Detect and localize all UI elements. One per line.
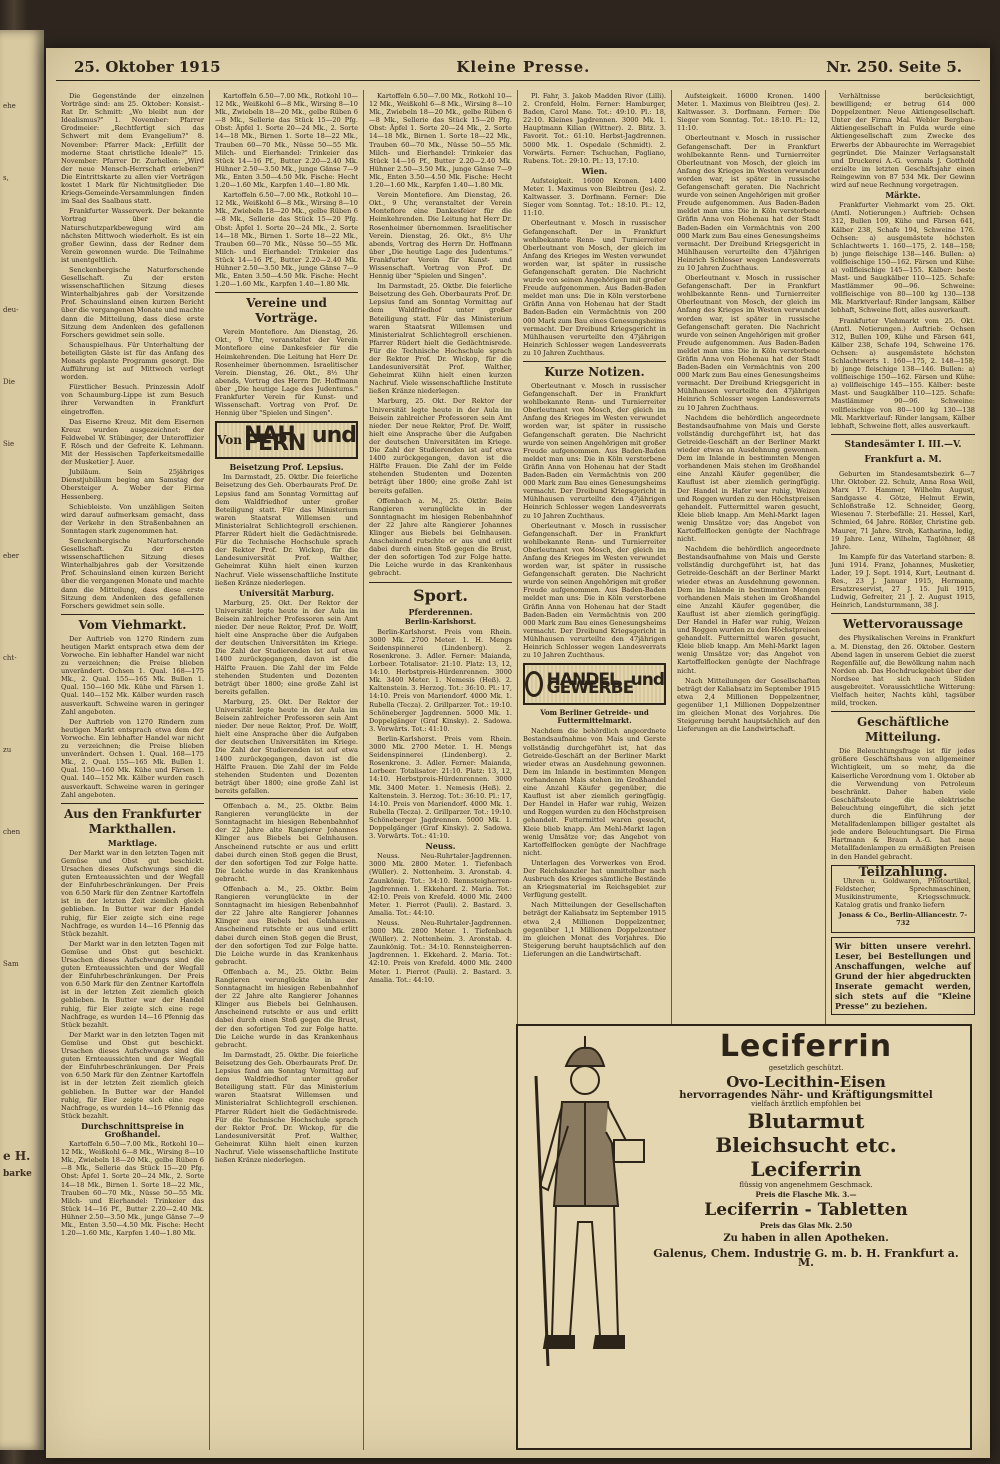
article-paragraph: Senckenbergische Naturforschende Gesellschaft. Zu der ersten wissenschaftlichen Sitzung dieses Winterhalbjahres gab der Vorsitzende Prof. Schauinsland einen kurzen Bericht über die vergangenen Monate und machte dann die Mitteilung, dass diese erste Sitzung dem Andenken des gefallenen Forschers gewidmet sein solle. [61,265,204,339]
article-paragraph: Frankfurter Wasserwerk. Der bekannte Vortrag über die Naturschutzparkbewegung wird am nächsten Mittwoch wiederholt. Es ist ein großer Gewinn, dass der Redner dem Verein gewonnen wurde. Die Teilnahme ist unentgeltlich. [61,207,204,264]
prev-fragment: deu- [3,306,19,314]
article-paragraph: Offenbach a. M., 25. Oktbr. Beim Rangieren verunglückte in der Sonntagnacht im hiesigen Rebenbahnhof der 22 Jahre alte Rangierer Johannes Klinger aus Biebels bei Gelnhausen. Anscheinend rutschte er aus und erlitt dabei durch einen Stoß gegen die Brust, der den sofortigen Tod zur Folge hatte. Die Leiche wurde in das Krankenhaus gebracht. [369,496,512,578]
ad-name-2: Leciferrin [750,1157,862,1181]
subheading-berlin: Berlin-Karlshorst. [404,616,477,626]
prev-fragment: Sam [3,960,19,968]
soldier-illustration-icon [526,1036,646,1376]
teilzahlung-title: Teilzahlung. [858,864,948,880]
article-paragraph: Offenbach a. M., 25. Oktbr. Beim Rangieren verunglückte in der Sonntagnacht im hiesigen Rebenbahnhof der 22 Jahre alte Rangierer Johannes Klinger aus Biebels bei Gelnhausen. Anscheinend rutschte er aus und erlitt dabei durch einen Stoß gegen die Brust, der den sofortigen Tod zur Folge hatte. Die Leiche wurde in das Krankenhaus gebracht. [215,967,358,1049]
newspaper-page [46,48,990,1458]
subheading-neuss: Neuss. [425,841,456,852]
article-paragraph: Nachdem die behördlich angeordnete Bestandsaufnahme von Mais und Gerste vollständig durchgeführt ist, hat das Getreide-Geschäft an der Berliner Markt wieder etwas an Ausdehnung gewonnen. Dem im Inlande in bestimmten Mengen vorhandenen Mais stehen im Großhandel eine Anzahl Käufer gegenüber, die Kauflust ist aber ziemlich geringfügig. Der Handel in Hafer war ruhig, Weizen und Roggen wurden zu den Höchstpreisen gehandelt. Futtermittel waren gesucht, Kleie blieb knapp. Am Mehl-Markt lagen wenig Umsätze vor; das Angebot von Kartoffelflocken genügte der Nachfrage nicht. [523,727,666,857]
prev-fragment: s, [3,174,9,182]
header-date: 25. Oktober 1915 [74,58,221,76]
subheading-wien: Wien. [581,165,608,176]
subheading-pferderennen: Pferderennen. [408,606,473,617]
banner-title: HANDEL und GEWERBE [546,670,664,699]
ad-desc: hervorragendes Nähr- und Kräftigungsmittel [679,1090,933,1101]
article-paragraph: Schiebleiste. Von unzähligen Seiten wird darauf aufmerksam gemacht, dass der Verkehr in den Straßenbahnen an Sonntagen stark zugenommen hat. [61,502,204,535]
gear-icon [525,671,543,697]
article-paragraph: Neuss. Neu-Ruhrtaler-Jagdrennen. 3000 Mk. 2800 Meter. 1. Tiefenbach (Wüller). 2. Nottenheim. 3. Aronstab. 4. Zaunkönig. Tot.: 34:10. Rennsteigherren-Jagdrennen. 1. Ekkehard. 2. Maria. Tot.: 42:10. Preis von Krefeld. 4000 Mk. 2400 Meter. 1. Pierrot (Pauli). 2. Bastard. 3. Amalia. Tot.: 44:10. [369,919,512,984]
article-paragraph: Marburg, 25. Okt. Der Rektor der Universität legte heute in der Aula im Beisein zahlreicher Professoren sein Amt nieder. Der neue Rektor, Prof. Dr. Wolff, hielt eine Ansprache über die Aufgaben der deutschen Universitäten im Kriege. Die Zahl der Studierenden ist auf etwa 1400 zurückgegangen, davon ist die Hälfte Frauen. Die Zahl der im Felde stehenden Studenten und Dozenten beträgt über 1800; eine große Zahl ist bereits gefallen. [369,397,512,495]
ad-title: Leciferrin [719,1029,893,1064]
article-paragraph: Im Darmstadt, 25. Oktbr. Die feierliche Beisetzung des Geh. Oberbaurats Prof. Dr. Lepsius fand am Sonntag Vormittag auf dem Waldfriedhof unter großer Beteiligung statt. Für das Ministerium waren Staatsrat Willemsen und Ministerialrat Schlichtegroll erschienen. Pfarrer Rüdert hielt die Gedächtnisrede. Für die Technische Hochschule sprach der Rektor Prof. Dr. Wickop, für die Landesuniversität Prof. Walther, Geheimrat Kühn hielt einen kurzen Nachruf. Viele wissenschaftliche Institute ließen Kränze niederlegen. [215,473,358,587]
subheading-marktlage: Marktlage. [107,837,158,848]
article-paragraph: Unterlagen des Vorwerkes von Erod. Der Reichskanzler hat unmittelbar nach Ausbruch des Krieges sämtliche Bestände an Kriegsmaterial im Reichsgebiet zur Verfügung gestellt. [523,858,666,900]
ad-desc-2: vielfach ärztlich empfohlen bei [751,1100,861,1108]
divider [215,798,358,799]
section-heading-kurze-notizen: Kurze Notizen. [523,361,666,380]
article-paragraph: Marburg, 25. Okt. Der Rektor der Universität legte heute in der Aula im Beisein zahlreicher Professoren sein Amt nieder. Der neue Rektor, Prof. Dr. Wolff, hielt eine Ansprache über die Aufgaben der deutschen Universitäten im Kriege. Die Zahl der Studierenden ist auf etwa 1400 zurückgegangen, davon ist die Hälfte Frauen. Die Zahl der im Felde stehenden Studenten und Dozenten beträgt über 1800; eine große Zahl ist bereits gefallen. [215,697,358,795]
prev-fragment: Sie [3,440,15,448]
ad-maker: Galenus, Chem. Industrie G. m. b. H. Frankfurt a. M. [653,1247,959,1269]
section-heading-geschaeft: Geschäftliche Mitteilung. [831,711,975,745]
article-paragraph: Verhältnisse berücksichtigt, bewilligend; er betrug 614 000 Doppelzentner. Neue Aktiengesellschaft. Unter der Firma Mal. Webler Bergbau-Aktiengesellschaft in Fulda wurde eine Aktiengesellschaft zum Zwecke des Erwerbs der Abbaurechte im Werragebiet gegründet. Die Mainzer Verlagsanstalt und Druckerei A.-G. vormals J. Gotthold erzielte im letzten Geschäftsjahr einen Reingewinn von 87 534 Mk. Der Gewinn wird auf neue Rechnung vorgetragen. [831,92,975,190]
article-paragraph: Kartoffeln 6.50—7.00 Mk., Rotkohl 10—12 Mk., Weißkohl 6—8 Mk., Wirsing 8—10 Mk., Zwiebeln 18—20 Mk., gelbe Rüben 6—8 Mk., Sellerie das Stück 15—20 Pfg. Obst: Äpfel 1. Sorte 20—24 Mk., 2. Sorte 14—18 Mk., Birnen 1. Sorte 18—22 Mk., Trauben 60—70 Mk., Nüsse 50—55 Mk. Milch- und Eierhandel: Trinkeier das Stück 14—16 Pf., Butter 2.20—2.40 Mk. Hühner 2.50—3.50 Mk., junge Gänse 7—9 Mk., Enten 3.50—4.50 Mk. Fische: Hecht 1.20—1.60 Mk., Karpfen 1.40—1.80 Mk. [215,191,358,289]
article-paragraph: Oberleutnant v. Mosch in russischer Gefangenschaft. Der in Frankfurt wohlbekannte Renn- und Turnierreiter Oberleutnant von Mosch, der gleich im Anfang des Krieges im Westen verwundet worden war, ist später in russische Gefangenschaft geraten. Die Nachricht wurde von seinen Angehörigen mit großer Freude aufgenommen. Aus Baden-Baden meldet man uns: Die in Köln verstorbene Gräfin Anna von Hohenau hat der Stadt Baden-Baden ein Vermächtnis von 200 000 Mark zum Bau eines Genesungsheims vermacht. Der Dreibund Kriegsgericht in Mühlhausen verurteilte den 47jährigen Heinrich Schlosser wegen Landesverrats zu 10 Jahren Zuchthaus. [523,521,666,660]
article-paragraph: Marburg, 25. Okt. Der Rektor der Universität legte heute in der Aula im Beisein zahlreicher Professoren sein Amt nieder. Der neue Rektor, Prof. Dr. Wolff, hielt eine Ansprache über die Aufgaben der deutschen Universitäten im Kriege. Die Zahl der Studierenden ist auf etwa 1400 zurückgegangen, davon ist die Hälfte Frauen. Die Zahl der im Felde stehenden Studenten und Dozenten beträgt über 1800; eine große Zahl ist bereits gefallen. [215,598,358,696]
ad-disease-2: Bleichsucht etc. [715,1133,897,1157]
leciferrin-advertisement [516,1024,972,1450]
article-paragraph: Aufsteigkeit. 16000 Kronen. 1400 Meter. 1. Maximus von Bleibtreu (Jes). 2. Kaltwasser. 3. Dorfmann. Ferner: Die Sieger vom Sonntag. Tot.: 18:10. Pl.: 12, 11:10. [677,92,820,133]
article-paragraph: Nach Mitteilungen der Gesellschaften beträgt der Kaliabsatz im September 1915 etwa 2,4 Millionen Doppelzentner, gegenüber 1,1 Millionen Doppelzentner im gleichen Monat des Vorjahres. Die Steigerung beruht hauptsächlich auf den Lieferungen an die Landwirtschaft. [677,676,821,734]
article-paragraph: Der Auftrieb von 1270 Rindern zum heutigen Markt entsprach etwa dem der Vorwoche. Ein lebhafter Handel war nicht zu verzeichnen; die Preise blieben unverändert. Ochsen 1. Qual. 168—175 Mk., 2. Qual. 155—165 Mk. Bullen 1. Qual. 150—160 Mk. Kühe und Färsen 1. Qual. 140—152 Mk. Kälber wurden rasch ausverkauft. Schweine waren in geringer Zahl angeboten. [61,717,204,799]
prev-fragment: zu [3,746,12,754]
prev-fragment: Die [3,378,15,386]
article-paragraph: Der Markt war in den letzten Tagen mit Gemüse und Obst gut beschickt. Ursachen dieses Aufschwungs sind die guten Ernteaussichten und der Wegfall der Einfuhrbeschränkungen. Der Preis von 6.50 Mark für den Zentner Kartoffeln ist in der letzten Zeit ziemlich gleich geblieben. In Butter war der Handel ruhig, für Eier zeigte sich eine rege Nachfrage, es wurden 14—16 Pfennig das Stück bezahlt. [61,939,204,1029]
article-paragraph: Der Markt war in den letzten Tagen mit Gemüse und Obst gut beschickt. Ursachen dieses Aufschwungs sind die guten Ernteaussichten und der Wegfall der Einfuhrbeschränkungen. Der Preis von 6.50 Mark für den Zentner Kartoffeln ist in der letzten Zeit ziemlich gleich geblieben. In Butter war der Handel ruhig, für Eier zeigte sich eine rege Nachfrage, es wurden 14—16 Pfennig das Stück bezahlt. [61,848,204,938]
section-heading-vereine: Vereine und Vorträge. [215,292,358,326]
column-3 [364,90,518,1450]
article-paragraph: Berlin-Karlshorst. Preis vom Rhein. 3000 Mk. 2700 Meter. 1. H. Mengs Seidenspinnerei (Lindenberg). 2. Rosenkrone. 3. Adler. Ferner: Maianda, Lorbeer. Totalisator: 21:10. Platz: 13, 12, 14:10. Herbstpreis-Hürdenrennen. 3000 Mk. 3400 Meter. 1. Nemesis (Heß). 2. Kaltenstein. 3. Herzog. Tot.: 36:10. Pl.: 17, 14:10. Preis von Mariendorf. 4000 Mk. 1. Rubella (Tecza). 2. Grillparzer. Tot.: 19:10. Schöneberger Jagdrennen. 5000 Mk. 1. Doppelgänger (Graf Kinsky). 2. Sadowa. 3. Vorwärts. Tot.: 41:10. [369,627,512,733]
article-paragraph: Geburten im Standesamtsbezirk 6—7 Uhr. Oktober. 22. Schulz, Anna Rosa Weil, Marx 17. Hammer, Wilhelm August, Sandgasse 4. Götze, Helmut Erwin, Schloßstraße 12. Schneider, Georg, Wiesenau 7. Sterbefälle: 21. Hessel, Karl, Schmied, 64 Jahre. Rößler, Christine geb. Maurer, 71 Jahre. Stroh, Katharina, ledig, 19 Jahre. Lenz, Wilhelm, Taglöhner, 48 Jahre. [831,469,975,551]
article-paragraph: Offenbach a. M., 25. Oktbr. Beim Rangieren verunglückte in der Sonntagnacht im hiesigen Rebenbahnhof der 22 Jahre alte Rangierer Johannes Klinger aus Biebels bei Gelnhausen. Anscheinend rutschte er aus und erlitt dabei durch einen Stoß gegen die Brust, der den sofortigen Tod zur Folge hatte. Die Leiche wurde in das Krankenhaus gebracht. [215,884,358,966]
article-paragraph: Kartoffeln 6.50—7.00 Mk., Rotkohl 10—12 Mk., Weißkohl 6—8 Mk., Wirsing 8—10 Mk., Zwiebeln 18—20 Mk., gelbe Rüben 6—8 Mk., Sellerie das Stück 15—20 Pfg. Obst: Äpfel 1. Sorte 20—24 Mk., 2. Sorte 14—18 Mk., Birnen 1. Sorte 18—22 Mk., Trauben 60—70 Mk., Nüsse 50—55 Mk. Milch- und Eierhandel: Trinkeier das Stück 14—16 Pf., Butter 2.20—2.40 Mk. Hühner 2.50—3.50 Mk., junge Gänse 7—9 Mk., Enten 3.50—4.50 Mk. Fische: Hecht 1.20—1.60 Mk., Karpfen 1.40—1.80 Mk. [369,92,512,190]
prev-fragment: cht- [3,654,17,662]
section-heading-markthallen: Aus den Frankfurter Markthallen. [61,803,204,837]
prev-fragment: eber [3,552,20,560]
previous-page-edge [0,30,44,1450]
prev-fragment: ehe [3,102,16,110]
article-paragraph: Pl. Fahr, 3. Jakob Madden Rivor (Lilli). 2. Cronfeld, Holm. Ferner: Hamburger, Baden, Carol Mane. Tot.: 49:10. Pl.: 18, 22:10. Kleines Jagdrennen. 3000 Mk. 1. Hauptmann Kilian (Wittner). 2. Blitz. 3. Favorit. Tot.: 61:10. Herbst-Jagdrennen. 5000 Mk. 1. Ospedale (Schmidt). 2. Vorwärts. Ferner: Tschuchan, Pagliano, Rubens. Tot.: 29:10. Pl.: 13, 17:10. [523,92,666,165]
prev-fragment: barke [3,1169,32,1179]
ad-price-2: Preis das Glas Mk. 2.50 [759,1221,853,1230]
column-1 [56,90,210,1450]
article-paragraph: Neuss. Neu-Ruhrtaler-Jagdrennen. 3000 Mk. 2800 Meter. 1. Tiefenbach (Wüller). 2. Nottenheim. 3. Aronstab. 4. Zaunkönig. Tot.: 34:10. Rennsteigherren-Jagdrennen. 1. Ekkehard. 2. Maria. Tot.: 42:10. Preis von Krefeld. 4000 Mk. 2400 Meter. 1. Pierrot (Pauli). 2. Bastard. 3. Amalia. Tot.: 44:10. [369,852,512,917]
article-paragraph: Nach Mitteilungen der Gesellschaften beträgt der Kaliabsatz im September 1915 etwa 2,4 Millionen Doppelzentner, gegenüber 1,1 Millionen Doppelzentner im gleichen Monat des Vorjahres. Die Steigerung beruht hauptsächlich auf den Lieferungen an die Landwirtschaft. [523,901,667,958]
banner-prefix: Von [217,433,242,448]
article-paragraph: Das Eiserne Kreuz. Mit dem Eisernen Kreuz wurden ausgezeichnet: der Feldwebel W. Stübinger, der Unteroffizier F. Rösch und der Gefreite K. Lehmann. Mit der Hessischen Tapferkeitsmedaille der Musketier J. Auer. [61,417,204,467]
page-header [56,48,980,81]
handel-und-gewerbe-banner [523,663,666,705]
article-paragraph: Frankfurter Viehmarkt vom 25. Okt. (Amtl. Notierungen.) Auftrieb: Ochsen 312, Bullen 109, Kühe und Färsen 641, Kälber 238, Schafe 194, Schweine 176. Ochsen: a) ausgemästete höchsten Schlachtwerts 1. 160—175, 2. 148—158; b) junge fleischige 138—146. Bullen: a) vollfleischige 150—162. Färsen und Kühe: a) vollfleischige 145—155. Kälber: beste Mast- und Saugkälber 110—125. Schafe: Mastlämmer 90—96. Schweine: vollfleischige von 80—100 kg 130—138 Mk. Marktverlauf: Rinder langsam, Kälber lebhaft, Schweine flott, alles ausverkauft. [831,316,975,430]
header-title: Kleine Presse. [456,58,591,76]
article-paragraph: Nachdem die behördlich angeordnete Bestandsaufnahme von Mais und Gerste vollständig durchgeführt ist, hat das Getreide-Geschäft an der Berliner Markt wieder etwas an Ausdehnung gewonnen. Dem im Inlande in bestimmten Mengen vorhandenen Mais stehen im Großhandel eine Anzahl Käufer gegenüber, die Kauflust ist aber ziemlich geringfügig. Der Handel in Hafer war ruhig, Weizen und Roggen wurden zu den Höchstpreisen gehandelt. Futtermittel waren gesucht, Kleie blieb knapp. Am Mehl-Markt lagen wenig Umsätze vor; das Angebot von Kartoffelflocken genügte der Nachfrage nicht. [677,545,820,675]
teilzahlung-firm: Jonass & Co., Berlin-Alliancestr. 7-732 [838,911,968,928]
ad-apotheke: Zu haben in allen Apotheken. [723,1233,889,1244]
ad-price-1: Preis die Flasche Mk. 3.— [755,1190,857,1199]
teilzahlung-text: Uhren u. Goldwaren, Photoartikel, Feldstecher, Sprechmaschinen, Musikinstrumente, Kriegsschmuck. Katalog gratis und franko liefern [835,876,971,909]
article-paragraph: Der Auftrieb von 1270 Rindern zum heutigen Markt entsprach etwa dem der Vorwoche. Ein lebhafter Handel war nicht zu verzeichnen; die Preise blieben unverändert. Ochsen 1. Qual. 168—175 Mk., 2. Qual. 155—165 Mk. Bullen 1. Qual. 150—160 Mk. Kühe und Färsen 1. Qual. 140—152 Mk. Kälber wurden rasch ausverkauft. Schweine waren in geringer Zahl angeboten. [61,634,204,716]
reader-notice-text: Wir bitten unsere verehrl. Leser, bei Bestellungen und Anschaffungen, welche auf Grund der hier abgedruckten Inserate gemacht werden, sich stets auf die "Kleine Presse" zu beziehen. [835,941,971,1012]
section-heading-standesamt: Standesämter I. III.—V. Frankfurt a. M. [831,434,975,468]
subheading-durchschnitt: Durchschnittspreise in Großhandel. [81,1120,184,1139]
article-paragraph: Oberleutnant v. Mosch in russischer Gefangenschaft. Der in Frankfurt wohlbekannte Renn- und Turnierreiter Oberleutnant von Mosch, der gleich im Anfang des Krieges im Westen verwundet worden war, ist später in russische Gefangenschaft geraten. Die Nachricht wurde von seinen Angehörigen mit großer Freude aufgenommen. Aus Baden-Baden meldet man uns: Die in Köln verstorbene Gräfin Anna von Hohenau hat der Stadt Baden-Baden ein Vermächtnis von 200 000 Mark zum Bau eines Genesungsheims vermacht. Der Dreibund Kriegsgericht in Mühlhausen verurteilte den 47jährigen Heinrich Schlosser wegen Landesverrats zu 10 Jahren Zuchthaus. [677,134,820,272]
ad-disease: Blutarmut [747,1109,865,1133]
article-paragraph: Die Gegenstände der einzelnen Vorträge sind: am 25. Oktober: Konsist.-Rat Dr. Schmitt: „Wo bleibt nun der Idealismus?" 1. November: Pfarrer Grodmeier: „Rechtfertigt sich das Schwert mit dem Evangelium?" 8. November: Pfarrer Mack: „Erfüllt der moderne Staat christliche Ideale?" 15. November: Pfarrer Dr. Zurhellen: „Wird der neue Mensch-Herrschaft erleben?" Die Eintrittskarte zu allen vier Vorträgen kostet 1 Mark für Nichtmitglieder. Die Kriegs-Gemeinde-Versammlungen finden im Saal des Saalbaus statt. [61,92,204,206]
ad-taste: flüssig von angenehmem Geschmack. [739,1181,873,1189]
section-heading-wetter: Wettervoraussage [831,613,975,632]
header-issue: Nr. 250. Seite 5. [826,58,962,76]
ad-tabletten: Leciferrin - Tabletten [704,1200,908,1220]
article-paragraph: Jubiläum. Sein 25jähriges Dienstjubiläum beging am Samstag der Obersteiger A. Weber der Firma Hessenberg. [61,468,204,501]
nah-und-fern-banner [215,421,358,459]
article-paragraph: Die Beleuchtungsfrage ist für jedes größere Geschäftshaus von allgemeiner Wichtigkeit, um so mehr, da die Kaiserliche Verordnung vom 1. Oktober ab die Verwendung von Petroleum beschränkt. Daher haben viele Geschäftsleute die elektrische Beleuchtung eingeführt, die sich jetzt durch die Einführung der Metallfadenlampen billiger gestaltet als jede andere Beleuchtungsart. Die Firma Hartmann & Braun A.-G. hat neue Metallfadenlampen zu ermäßigten Preisen in den Handel gebracht. [831,747,975,861]
subheading-getreide: Vom Berliner Getreide- und Futtermittelmarkt. [540,708,649,726]
prev-fragment: chen [3,828,21,836]
column-2 [210,90,364,1450]
article-paragraph: Im Darmstadt, 25. Oktbr. Die feierliche Beisetzung des Geh. Oberbaurats Prof. Dr. Lepsius fand am Sonntag Vormittag auf dem Waldfriedhof unter großer Beteiligung statt. Für das Ministerium waren Staatsrat Willemsen und Ministerialrat Schlichtegroll erschienen. Pfarrer Rüdert hielt die Gedächtnisrede. Für die Technische Hochschule sprach der Rektor Prof. Dr. Wickop, für die Landesuniversität Prof. Walther, Geheimrat Kühn hielt einen kurzen Nachruf. Viele wissenschaftliche Institute ließen Kränze niederlegen. [369,282,512,396]
section-heading-sport: Sport. [369,582,512,606]
article-paragraph: Oberleutnant v. Mosch in russischer Gefangenschaft. Der in Frankfurt wohlbekannte Renn- und Turnierreiter Oberleutnant von Mosch, der gleich im Anfang des Krieges im Westen verwundet worden war, ist später in russische Gefangenschaft geraten. Die Nachricht wurde von seinen Angehörigen mit großer Freude aufgenommen. Aus Baden-Baden meldet man uns: Die in Köln verstorbene Gräfin Anna von Hohenau hat der Stadt Baden-Baden ein Vermächtnis von 200 000 Mark zum Bau eines Genesungsheims vermacht. Der Dreibund Kriegsgericht in Mühlhausen verurteilte den 47jährigen Heinrich Schlosser wegen Landesverrats zu 10 Jahren Zuchthaus. [523,219,666,357]
ad-text-block [646,1026,966,1448]
subheading-maerkte: Märkte. [885,190,921,201]
article-paragraph: Aufsteigkeit. 16000 Kronen. 1400 Meter. 1. Maximus von Bleibtreu (Jes). 2. Kaltwasser. 3. Dorfmann. Ferner: Die Sieger vom Sonntag. Tot.: 18:10. Pl.: 12, 11:10. [523,176,666,218]
reader-notice [831,937,975,1015]
article-paragraph: Frankfurter Viehmarkt vom 25. Okt. (Amtl. Notierungen.) Auftrieb: Ochsen 312, Bullen 109, Kühe und Färsen 641, Kälber 238, Schafe 194, Schweine 176. Ochsen: a) ausgemästete höchsten Schlachtwerts 1. 160—175, 2. 148—158; b) junge fleischige 138—146. Bullen: a) vollfleischige 150—162. Färsen und Kühe: a) vollfleischige 145—155. Kälber: beste Mast- und Saugkälber 110—125. Schafe: Mastlämmer 90—96. Schweine: vollfleischige von 80—100 kg 130—138 Mk. Marktverlauf: Rinder langsam, Kälber lebhaft, Schweine flott, alles ausverkauft. [831,201,975,315]
article-paragraph: Fürstlicher Besuch. Prinzessin Adolf von Schaumburg-Lippe ist zum Besuch ihrer Verwandten in Frankfurt eingetroffen. [61,383,204,416]
article-paragraph: Schauspielhaus. Für Unterhaltung der beteiligten Gäste ist für das Anfang des Monats geplante Programm gesorgt. Die Aufführung ist auf Mittwoch verlegt worden. [61,340,204,382]
article-paragraph: Berlin-Karlshorst. Preis vom Rhein. 3000 Mk. 2700 Meter. 1. H. Mengs Seidenspinnerei (Lindenberg). 2. Rosenkrone. 3. Adler. Ferner: Maianda, Lorbeer. Totalisator: 21:10. Platz: 13, 12, 14:10. Herbstpreis-Hürdenrennen. 3000 Mk. 3400 Meter. 1. Nemesis (Heß). 2. Kaltenstein. 3. Herzog. Tot.: 36:10. Pl.: 17, 14:10. Preis von Mariendorf. 4000 Mk. 1. Rubella (Tecza). 2. Grillparzer. Tot.: 19:10. Schöneberger Jagdrennen. 5000 Mk. 1. Doppelgänger (Graf Kinsky). 2. Sadowa. 3. Vorwärts. Tot.: 41:10. [369,734,512,841]
subheading-lepsius: Beisetzung Prof. Lepsius. [229,462,344,473]
article-paragraph: Oberleutnant v. Mosch in russischer Gefangenschaft. Der in Frankfurt wohlbekannte Renn- und Turnierreiter Oberleutnant von Mosch, der gleich im Anfang des Krieges im Westen verwundet worden war, ist später in russische Gefangenschaft geraten. Die Nachricht wurde von seinen Angehörigen mit großer Freude aufgenommen. Aus Baden-Baden meldet man uns: Die in Köln verstorbene Gräfin Anna von Hohenau hat der Stadt Baden-Baden ein Vermächtnis von 200 000 Mark zum Bau eines Genesungsheims vermacht. Der Dreibund Kriegsgericht in Mühlhausen verurteilte den 47jährigen Heinrich Schlosser wegen Landesverrats zu 10 Jahren Zuchthaus. [677,274,820,412]
ad-product: Ovo-Lecithin-Eisen [726,1073,886,1091]
article-paragraph: Im Kampfe für das Vaterland starben: 8. Juni 1914. Franz, Johannes, Musketier, Lader, 19 J. Sept. 1914, Kurt, Leutnant d. Res., 23 J. Januar 1915, Hermann, Ersatzreservist, 27 J. 15. Juli 1915, Ludwig, Gefreiter, 21 J. 2. August 1915, Heinrich, Landsturmmann, 38 J. [831,552,975,610]
article-paragraph: Oberleutnant v. Mosch in russischer Gefangenschaft. Der in Frankfurt wohlbekannte Renn- und Turnierreiter Oberleutnant von Mosch, der gleich im Anfang des Krieges im Westen verwundet worden war, ist später in russische Gefangenschaft geraten. Die Nachricht wurde von seinen Angehörigen mit großer Freude aufgenommen. Aus Baden-Baden meldet man uns: Die in Köln verstorbene Gräfin Anna von Hohenau hat der Stadt Baden-Baden ein Vermächtnis von 200 000 Mark zum Bau eines Genesungsheims vermacht. Der Dreibund Kriegsgericht in Mühlhausen verurteilte den 47jährigen Heinrich Schlosser wegen Landesverrats zu 10 Jahren Zuchthaus. [523,382,666,520]
article-paragraph: Nachdem die behördlich angeordnete Bestandsaufnahme von Mais und Gerste vollständig durchgeführt ist, hat das Getreide-Geschäft an der Berliner Markt wieder etwas an Ausdehnung gewonnen. Dem im Inlande in bestimmten Mengen vorhandenen Mais stehen im Großhandel eine Anzahl Käufer gegenüber, die Kauflust ist aber ziemlich geringfügig. Der Handel in Hafer war ruhig, Weizen und Roggen wurden zu den Höchstpreisen gehandelt. Futtermittel waren gesucht, Kleie blieb knapp. Am Mehl-Markt lagen wenig Umsätze vor; das Angebot von Kartoffelflocken genügte der Nachfrage nicht. [677,413,820,544]
article-paragraph: Verein Montefiore. Am Dienstag, 26. Okt., 9 Uhr, veranstaltet der Verein Montefiore eine Dankesfeier für die Heimkehrenden. Die Leitung hat Herr Dr. Rosenheimer übernommen. Israelitischer Verein. Dienstag, 26. Okt., 8½ Uhr abends, Vortrag des Herrn Dr. Hoffmann über „Die heutige Lage des Judentums." Frankfurter Verein für Kunst- und Wissenschaft. Vortrag von Prof. Dr. Hennig über "Spielen und Singen". [369,191,512,281]
article-paragraph: Senckenbergische Naturforschende Gesellschaft. Zu der ersten wissenschaftlichen Sitzung dieses Winterhalbjahres gab der Vorsitzende Prof. Schauinsland einen kurzen Bericht über die vergangenen Monate und machte dann die Mitteilung, dass diese erste Sitzung dem Andenken des gefallenen Forschers gewidmet sein solle. [61,536,204,610]
article-paragraph: Verein Montefiore. Am Dienstag, 26. Okt., 9 Uhr, veranstaltet der Verein Montefiore eine Dankesfeier für die Heimkehrenden. Die Leitung hat Herr Dr. Rosenheimer übernommen. Israelitischer Verein. Dienstag, 26. Okt., 8½ Uhr abends, Vortrag des Herrn Dr. Hoffmann über „Die heutige Lage des Judentums." Frankfurter Verein für Kunst- und Wissenschaft. Vortrag von Prof. Dr. Hennig über "Spielen und Singen". [215,328,358,418]
section-heading-viehmarkt: Vom Viehmarkt. [61,614,204,633]
article-paragraph: Der Markt war in den letzten Tagen mit Gemüse und Obst gut beschickt. Ursachen dieses Aufschwungs sind die guten Ernteaussichten und der Wegfall der Einfuhrbeschränkungen. Der Preis von 6.50 Mark für den Zentner Kartoffeln ist in der letzten Zeit ziemlich gleich geblieben. In Butter war der Handel ruhig, für Eier zeigte sich eine rege Nachfrage, es wurden 14—16 Pfennig das Stück bezahlt. [61,1030,204,1120]
article-paragraph: Im Darmstadt, 25. Oktbr. Die feierliche Beisetzung des Geh. Oberbaurats Prof. Dr. Lepsius fand am Sonntag Vormittag auf dem Waldfriedhof unter großer Beteiligung statt. Für das Ministerium waren Staatsrat Willemsen und Ministerialrat Schlichtegroll erschienen. Pfarrer Rüdert hielt die Gedächtnisrede. Für die Technische Hochschule sprach der Rektor Prof. Dr. Wickop, für die Landesuniversität Prof. Walther, Geheimrat Kühn hielt einen kurzen Nachruf. Viele wissenschaftliche Institute ließen Kränze niederlegen. [215,1050,358,1165]
subheading-marburg: Universität Marburg. [239,587,334,598]
banner-title: NAH und FERN [243,423,356,457]
article-paragraph: Kartoffeln 6.50—7.00 Mk., Rotkohl 10—12 Mk., Weißkohl 6—8 Mk., Wirsing 8—10 Mk., Zwiebeln 18—20 Mk., gelbe Rüben 6—8 Mk., Sellerie das Stück 15—20 Pfg. Obst: Äpfel 1. Sorte 20—24 Mk., 2. Sorte 14—18 Mk., Birnen 1. Sorte 18—22 Mk., Trauben 60—70 Mk., Nüsse 50—55 Mk. Milch- und Eierhandel: Trinkeier das Stück 14—16 Pf., Butter 2.20—2.40 Mk. Hühner 2.50—3.50 Mk., junge Gänse 7—9 Mk., Enten 3.50—4.50 Mk. Fische: Hecht 1.20—1.60 Mk., Karpfen 1.40—1.80 Mk. [215,92,358,190]
article-paragraph: des Physikalischen Vereins in Frankfurt a. M. Dienstag, den 26. Oktober. Gestern Abend lagen in unserem Gebiet die zuerst Regenfälle auf, die Bewölkung nahm nach Norden ab. Das Hochdruckgebiet über der Nordsee hat sich nach Süden ausgebreitet. Voraussichtliche Witterung: Vielfach heiter, Nachts kühl, tagsüber mild, trocken. [831,634,975,708]
ad-protected: gesetzlich geschützt. [768,1064,844,1072]
article-paragraph: Offenbach a. M., 25. Oktbr. Beim Rangieren verunglückte in der Sonntagnacht im hiesigen Rebenbahnhof der 22 Jahre alte Rangierer Johannes Klinger aus Biebels bei Gelnhausen. Anscheinend rutschte er aus und erlitt dabei durch einen Stoß gegen die Brust, der den sofortigen Tod zur Folge hatte. Die Leiche wurde in das Krankenhaus gebracht. [215,802,358,883]
article-paragraph: Kartoffeln 6.50—7.00 Mk., Rotkohl 10—12 Mk., Weißkohl 6—8 Mk., Wirsing 8—10 Mk., Zwiebeln 18—20 Mk., gelbe Rüben 6—8 Mk., Sellerie das Stück 15—20 Pfg. Obst: Äpfel 1. Sorte 20—24 Mk., 2. Sorte 14—18 Mk., Birnen 1. Sorte 18—22 Mk., Trauben 60—70 Mk., Nüsse 50—55 Mk. Milch- und Eierhandel: Trinkeier das Stück 14—16 Pf., Butter 2.20—2.40 Mk. Hühner 2.50—3.50 Mk., junge Gänse 7—9 Mk., Enten 3.50—4.50 Mk. Fische: Hecht 1.20—1.60 Mk., Karpfen 1.40—1.80 Mk. [61,1140,204,1238]
prev-fragment: e H. [3,1149,31,1163]
teilzahlung-ad [831,865,975,934]
